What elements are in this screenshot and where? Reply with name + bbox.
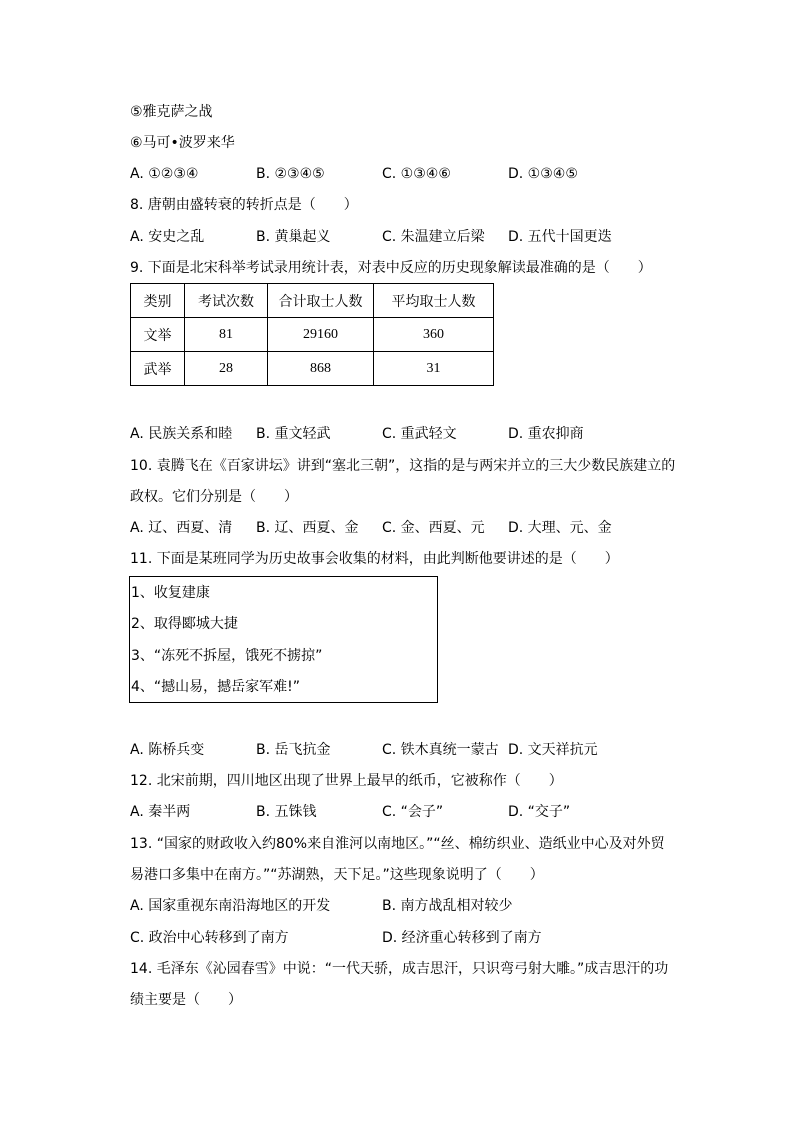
q12-option-a: A. 秦半两	[130, 804, 191, 820]
q12-option-d: D. “交子”	[508, 804, 571, 820]
q13-stem-line1: 13. “国家的财政收入约80%来自淮河以南地区。”“丝、棉纺织业、造纸业中心及对外贸	[130, 836, 665, 852]
q7-option-b: B. ②③④⑤	[256, 166, 325, 182]
table-cell: 28	[185, 352, 268, 386]
q9-stats-table	[130, 283, 494, 386]
table-header-cell: 类别	[131, 284, 185, 318]
q11-stem: 11. 下面是某班同学为历史故事会收集的材料，由此判断他要讲述的是（ ）	[130, 551, 619, 567]
table-cell: 31	[374, 352, 494, 386]
table-cell: 29160	[268, 318, 374, 352]
q13-option-b: B. 南方战乱相对较少	[382, 898, 513, 914]
q11-option-d: D. 文天祥抗元	[508, 742, 598, 758]
table-row	[131, 352, 494, 386]
q9-option-a: A. 民族关系和睦	[130, 426, 233, 442]
q8-option-b: B. 黄巢起义	[256, 229, 331, 245]
q7-option-d: D. ①③④⑤	[508, 166, 578, 182]
q8-option-a: A. 安史之乱	[130, 229, 205, 245]
material-item: 4、“撼山易，撼岳家军难!”	[131, 679, 301, 695]
q11-option-c: C. 铁木真统一蒙古	[382, 742, 499, 758]
table-cell: 81	[185, 318, 268, 352]
q10-option-c: C. 金、西夏、元	[382, 520, 485, 536]
q12-option-c: C. “会子”	[382, 804, 444, 820]
table-header-cell: 合计取士人数	[268, 284, 374, 318]
q9-stem: 9. 下面是北宋科举考试录用统计表，对表中反应的历史现象解读最准确的是（ ）	[130, 260, 652, 276]
q13-option-c: C. 政治中心转移到了南方	[130, 930, 289, 946]
q10-stem-line1: 10. 袁腾飞在《百家讲坛》讲到“塞北三朝”，这指的是与两宋并立的三大少数民族建立的	[130, 458, 676, 474]
q11-option-b: B. 岳飞抗金	[256, 742, 331, 758]
q11-option-a: A. 陈桥兵变	[130, 742, 205, 758]
q10-option-d: D. 大理、元、金	[508, 520, 612, 536]
list-item-6: ⑥马可•波罗来华	[130, 135, 235, 151]
q9-option-b: B. 重文轻武	[256, 426, 331, 442]
q9-option-c: C. 重武轻文	[382, 426, 457, 442]
q8-stem: 8. 唐朝由盛转衰的转折点是（ ）	[130, 197, 358, 213]
q12-option-b: B. 五铢钱	[256, 804, 317, 820]
table-header-row	[131, 284, 494, 318]
q8-option-c: C. 朱温建立后梁	[382, 229, 485, 245]
q7-option-c: C. ①③④⑥	[382, 166, 451, 182]
q13-option-a: A. 国家重视东南沿海地区的开发	[130, 898, 331, 914]
material-item: 1、收复建康	[131, 585, 210, 601]
q13-stem-line2: 易港口多集中在南方。”“苏湖熟，天下足。”这些现象说明了（ ）	[130, 867, 544, 883]
q13-option-d: D. 经济重心转移到了南方	[382, 930, 542, 946]
q10-option-b: B. 辽、西夏、金	[256, 520, 359, 536]
table-header-cell: 平均取士人数	[374, 284, 494, 318]
q11-material-box	[129, 576, 438, 703]
q7-option-a: A. ①②③④	[130, 166, 199, 182]
table-header-cell: 考试次数	[185, 284, 268, 318]
q9-option-d: D. 重农抑商	[508, 426, 584, 442]
q10-option-a: A. 辽、西夏、清	[130, 520, 233, 536]
table-cell: 360	[374, 318, 494, 352]
list-item-5: ⑤雅克萨之战	[130, 104, 213, 120]
table-cell: 武举	[131, 352, 185, 386]
material-item: 3、“冻死不拆屋，饿死不掳掠”	[131, 648, 323, 664]
table-row	[131, 318, 494, 352]
table-cell: 868	[268, 352, 374, 386]
table-cell: 文举	[131, 318, 185, 352]
q12-stem: 12. 北宋前期，四川地区出现了世界上最早的纸币，它被称作（ ）	[130, 773, 563, 789]
q14-stem-line1: 14. 毛泽东《沁园春雪》中说：“一代天骄，成吉思汗，只识弯弓射大雕。”成吉思汗的功	[130, 961, 669, 977]
q14-stem-line2: 绩主要是（ ）	[130, 992, 242, 1008]
q8-option-d: D. 五代十国更迭	[508, 229, 612, 245]
q10-stem-line2: 政权。它们分别是（ ）	[130, 489, 298, 505]
material-item: 2、取得郾城大捷	[131, 616, 238, 632]
